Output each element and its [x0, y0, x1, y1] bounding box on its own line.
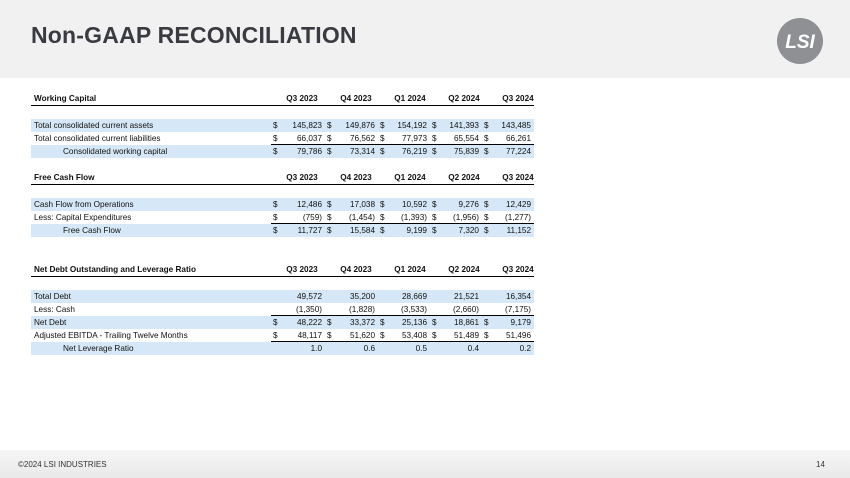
cell-value: (2,660) — [453, 305, 479, 314]
cell-value: 143,485 — [501, 121, 531, 130]
table-cell — [378, 316, 430, 329]
period-header: Q4 2023 — [340, 94, 372, 103]
net-debt-section — [31, 263, 534, 355]
cell-value: 9,199 — [406, 226, 427, 235]
table-cell — [430, 145, 482, 158]
cell-value: 141,393 — [449, 121, 479, 130]
dollar-sign: $ — [432, 200, 437, 209]
cell-value: 65,554 — [453, 134, 479, 143]
dollar-sign: $ — [484, 134, 489, 143]
cell-value: 1.0 — [310, 344, 322, 353]
dollar-sign: $ — [327, 121, 332, 130]
cell-value: 76,562 — [349, 134, 375, 143]
row-label: Net Leverage Ratio — [63, 344, 134, 353]
table-cell — [378, 145, 430, 158]
row-label: Adjusted EBITDA - Trailing Twelve Months — [34, 331, 188, 340]
table-cell — [325, 198, 378, 211]
cell-value: 66,037 — [296, 134, 322, 143]
dollar-sign: $ — [432, 226, 437, 235]
cell-value: 0.5 — [415, 344, 427, 353]
dollar-sign: $ — [380, 200, 385, 209]
period-header: Q3 2024 — [502, 173, 534, 182]
lsi-logo-icon — [777, 18, 823, 64]
section-heading: Free Cash Flow — [34, 173, 95, 182]
table-cell — [325, 290, 378, 303]
period-header: Q2 2024 — [448, 265, 480, 274]
table-row — [31, 342, 534, 355]
dollar-sign: $ — [327, 213, 332, 222]
row-label: Less: Cash — [34, 305, 75, 314]
table-cell — [430, 119, 482, 132]
cell-value: 79,786 — [296, 147, 322, 156]
table-cell — [430, 132, 482, 145]
cell-value: 76,219 — [401, 147, 427, 156]
slide-footer — [0, 450, 850, 478]
table-cell — [325, 119, 378, 132]
dollar-sign: $ — [484, 213, 489, 222]
cell-value: 12,429 — [505, 200, 531, 209]
period-header: Q3 2023 — [286, 173, 318, 182]
cell-value: 66,261 — [505, 134, 531, 143]
table-cell — [325, 211, 378, 224]
table-cell — [378, 342, 430, 355]
dollar-sign: $ — [273, 134, 278, 143]
cell-value: (1,828) — [349, 305, 375, 314]
cell-value: (1,454) — [349, 213, 375, 222]
table-header — [31, 92, 534, 106]
table-row — [31, 198, 534, 211]
cell-value: 10,592 — [401, 200, 427, 209]
table-cell — [378, 119, 430, 132]
table-cell — [482, 119, 534, 132]
page-number: 14 — [816, 460, 825, 469]
table-header — [31, 263, 534, 277]
table-cell — [430, 329, 482, 342]
cell-value: 0.6 — [363, 344, 375, 353]
cell-value: 9,179 — [510, 318, 531, 327]
period-header: Q1 2024 — [394, 173, 426, 182]
table-cell — [482, 303, 534, 316]
dollar-sign: $ — [432, 213, 437, 222]
cell-value: 0.4 — [467, 344, 479, 353]
cell-value: 51,489 — [453, 331, 479, 340]
table-cell — [271, 224, 325, 237]
period-header: Q3 2023 — [286, 265, 318, 274]
table-cell — [271, 329, 325, 342]
period-header: Q4 2023 — [340, 173, 372, 182]
cell-value: 48,117 — [297, 331, 322, 340]
table-cell — [430, 198, 482, 211]
cell-value: 77,224 — [505, 147, 531, 156]
dollar-sign: $ — [432, 147, 437, 156]
dollar-sign: $ — [273, 121, 278, 130]
table-cell — [271, 211, 325, 224]
table-cell — [482, 211, 534, 224]
cell-value: 75,839 — [453, 147, 479, 156]
spacer-row — [31, 106, 534, 119]
table-row — [31, 224, 534, 237]
table-cell — [325, 329, 378, 342]
table-row — [31, 119, 534, 132]
cell-value: (1,956) — [453, 213, 479, 222]
table-cell — [482, 132, 534, 145]
table-cell — [430, 316, 482, 329]
table-row — [31, 290, 534, 303]
spacer-row — [31, 185, 534, 198]
table-cell — [378, 303, 430, 316]
dollar-sign: $ — [432, 121, 437, 130]
dollar-sign: $ — [273, 147, 278, 156]
section-heading: Working Capital — [34, 94, 97, 103]
table-cell — [378, 198, 430, 211]
table-cell — [430, 290, 482, 303]
table-row — [31, 329, 534, 342]
table-cell — [271, 198, 325, 211]
period-header: Q2 2024 — [448, 173, 480, 182]
cell-value: 149,876 — [345, 121, 375, 130]
cell-value: 73,314 — [349, 147, 375, 156]
table-cell — [271, 316, 325, 329]
dollar-sign: $ — [327, 226, 332, 235]
cell-value: 11,152 — [506, 226, 531, 235]
logo-text: LSI — [785, 32, 815, 53]
table-cell — [271, 290, 325, 303]
row-label: Consolidated working capital — [63, 147, 168, 156]
cell-value: 35,200 — [349, 292, 375, 301]
cell-value: 77,973 — [401, 134, 427, 143]
cell-value: 53,408 — [401, 331, 427, 340]
cell-value: (7,175) — [505, 305, 531, 314]
table-cell — [378, 224, 430, 237]
table-cell — [271, 342, 325, 355]
cell-value: 16,354 — [505, 292, 531, 301]
table-cell — [430, 224, 482, 237]
table-row — [31, 145, 534, 158]
section-heading: Net Debt Outstanding and Leverage Ratio — [34, 265, 196, 274]
dollar-sign: $ — [327, 134, 332, 143]
dollar-sign: $ — [380, 318, 385, 327]
dollar-sign: $ — [327, 200, 332, 209]
table-cell — [271, 303, 325, 316]
dollar-sign: $ — [380, 147, 385, 156]
table-cell — [271, 119, 325, 132]
cell-value: 154,192 — [397, 121, 427, 130]
period-header: Q2 2024 — [448, 94, 480, 103]
dollar-sign: $ — [484, 226, 489, 235]
table-row — [31, 303, 534, 316]
table-cell — [325, 342, 378, 355]
cell-value: 51,620 — [349, 331, 375, 340]
table-cell — [325, 316, 378, 329]
cell-value: (3,533) — [401, 305, 427, 314]
cell-value: (1,350) — [296, 305, 322, 314]
dollar-sign: $ — [484, 147, 489, 156]
copyright-text: ©2024 LSI INDUSTRIES — [18, 460, 107, 469]
dollar-sign: $ — [327, 147, 332, 156]
table-cell — [430, 342, 482, 355]
dollar-sign: $ — [327, 331, 332, 340]
cell-value: 9,276 — [458, 200, 479, 209]
table-row — [31, 211, 534, 224]
table-cell — [482, 329, 534, 342]
period-header: Q4 2023 — [340, 265, 372, 274]
period-header: Q1 2024 — [394, 94, 426, 103]
cell-value: (759) — [302, 213, 322, 222]
period-header: Q3 2024 — [502, 265, 534, 274]
dollar-sign: $ — [432, 318, 437, 327]
period-header: Q1 2024 — [394, 265, 426, 274]
table-cell — [430, 303, 482, 316]
cell-value: 7,320 — [458, 226, 479, 235]
cell-value: (1,393) — [401, 213, 427, 222]
cell-value: 17,038 — [349, 200, 375, 209]
cell-value: 28,669 — [401, 292, 427, 301]
table-header — [31, 171, 534, 185]
cell-value: 18,861 — [453, 318, 479, 327]
period-header: Q3 2023 — [286, 94, 318, 103]
dollar-sign: $ — [484, 200, 489, 209]
row-label: Total consolidated current assets — [34, 121, 154, 130]
dollar-sign: $ — [273, 200, 278, 209]
dollar-sign: $ — [273, 213, 278, 222]
row-label: Free Cash Flow — [63, 226, 121, 235]
dollar-sign: $ — [380, 213, 385, 222]
table-cell — [482, 198, 534, 211]
table-cell — [482, 342, 534, 355]
cell-value: 25,136 — [401, 318, 427, 327]
cell-value: 49,572 — [296, 292, 322, 301]
row-label: Net Debt — [34, 318, 67, 327]
dollar-sign: $ — [432, 134, 437, 143]
dollar-sign: $ — [273, 318, 278, 327]
cell-value: 12,486 — [296, 200, 322, 209]
spacer-row — [31, 277, 534, 290]
table-cell — [271, 132, 325, 145]
table-cell — [378, 290, 430, 303]
table-cell — [325, 145, 378, 158]
working-capital-section — [31, 92, 534, 158]
period-header: Q3 2024 — [502, 94, 534, 103]
row-label: Total Debt — [34, 292, 71, 301]
table-cell — [271, 145, 325, 158]
row-label: Less: Capital Expenditures — [34, 213, 132, 222]
free-cash-flow-section — [31, 171, 534, 237]
cell-value: 48,222 — [296, 318, 322, 327]
dollar-sign: $ — [484, 331, 489, 340]
cell-value: 33,372 — [349, 318, 375, 327]
page-title: Non-GAAP RECONCILIATION — [31, 22, 357, 48]
table-cell — [325, 132, 378, 145]
table-cell — [325, 224, 378, 237]
dollar-sign: $ — [380, 331, 385, 340]
table-row — [31, 316, 534, 329]
row-label: Total consolidated current liabilities — [34, 134, 161, 143]
table-cell — [378, 132, 430, 145]
table-cell — [378, 211, 430, 224]
table-cell — [378, 329, 430, 342]
dollar-sign: $ — [380, 134, 385, 143]
dollar-sign: $ — [484, 318, 489, 327]
table-cell — [430, 211, 482, 224]
dollar-sign: $ — [327, 318, 332, 327]
cell-value: 0.2 — [519, 344, 531, 353]
table-cell — [482, 145, 534, 158]
row-label: Cash Flow from Operations — [34, 200, 134, 209]
cell-value: 145,823 — [292, 121, 322, 130]
dollar-sign: $ — [380, 121, 385, 130]
dollar-sign: $ — [432, 331, 437, 340]
dollar-sign: $ — [273, 331, 278, 340]
table-cell — [482, 316, 534, 329]
table-cell — [482, 290, 534, 303]
cell-value: 15,584 — [349, 226, 375, 235]
cell-value: 11,727 — [297, 226, 322, 235]
dollar-sign: $ — [380, 226, 385, 235]
cell-value: 51,496 — [505, 331, 531, 340]
table-cell — [482, 224, 534, 237]
table-row — [31, 132, 534, 145]
dollar-sign: $ — [484, 121, 489, 130]
cell-value: 21,521 — [453, 292, 479, 301]
cell-value: (1,277) — [505, 213, 531, 222]
table-cell — [325, 303, 378, 316]
dollar-sign: $ — [273, 226, 278, 235]
